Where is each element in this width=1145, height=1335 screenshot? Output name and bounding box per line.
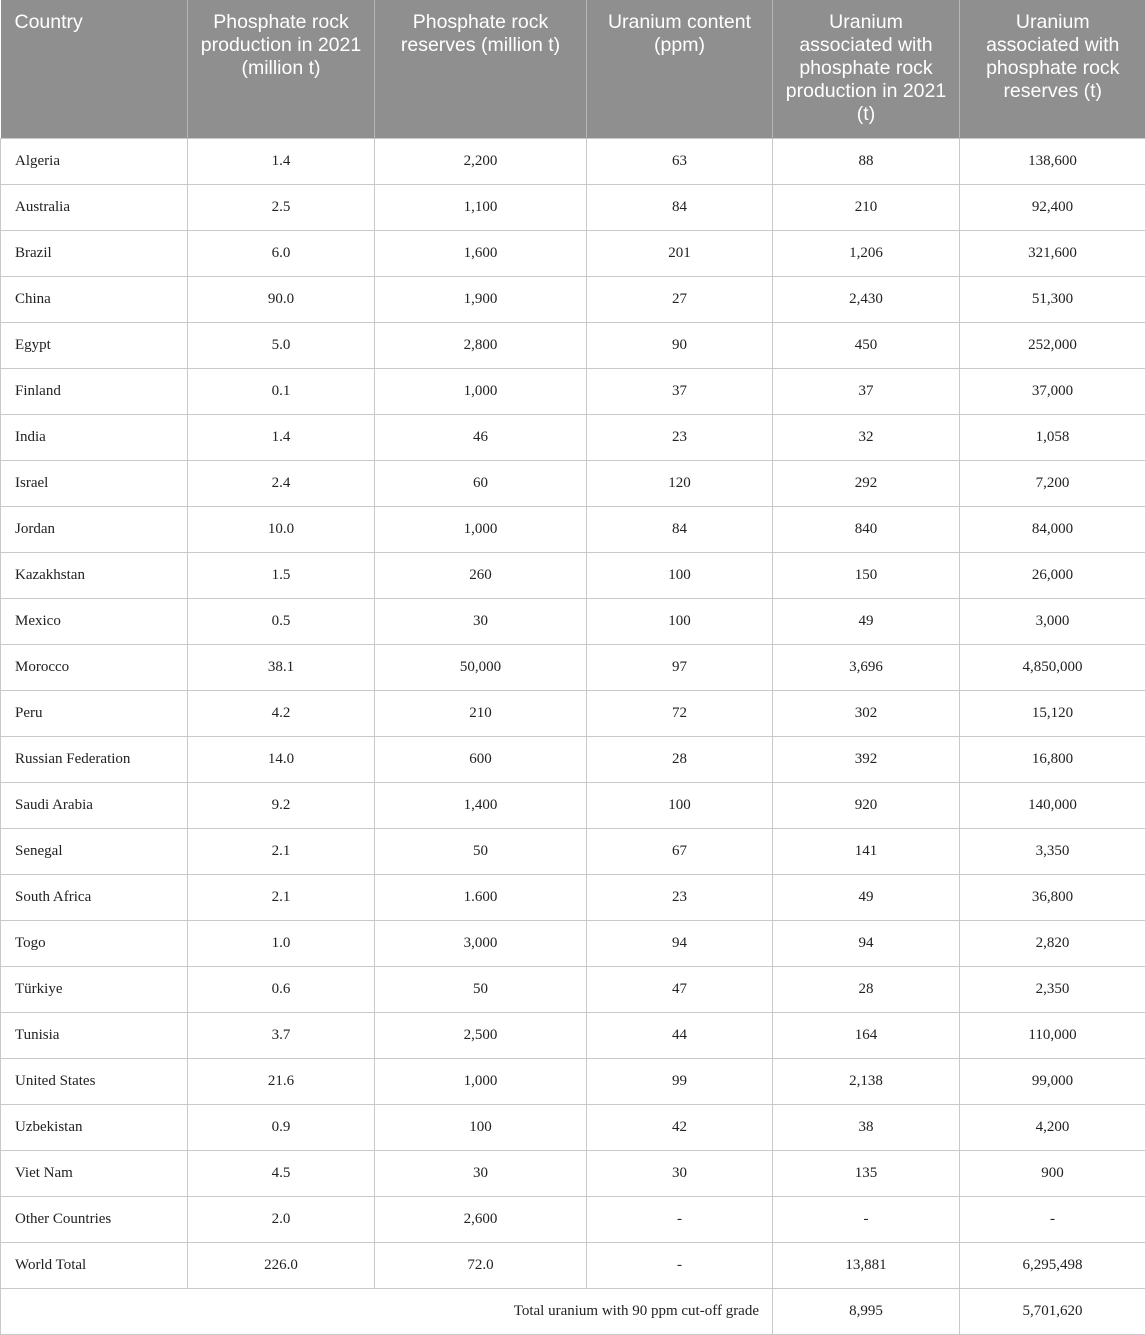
cell-uranium-content: 201	[587, 230, 773, 276]
cell-uranium-production: 302	[773, 690, 960, 736]
cell-production: 2.5	[188, 184, 375, 230]
cell-country: Saudi Arabia	[1, 782, 188, 828]
cell-uranium-reserves: 15,120	[960, 690, 1145, 736]
cell-production: 90.0	[188, 276, 375, 322]
table-body	[1, 138, 1145, 1334]
cell-uranium-reserves: 4,200	[960, 1104, 1145, 1150]
table-row	[1, 1104, 1145, 1150]
cell-uranium-reserves: 84,000	[960, 506, 1145, 552]
cell-uranium-production: 1,206	[773, 230, 960, 276]
table-row	[1, 1058, 1145, 1104]
cell-production: 0.6	[188, 966, 375, 1012]
cell-uranium-reserves: 900	[960, 1150, 1145, 1196]
cell-uranium-content: 72	[587, 690, 773, 736]
cutoff-label: Total uranium with 90 ppm cut-off grade	[1, 1288, 773, 1334]
cell-uranium-reserves: -	[960, 1196, 1145, 1242]
cell-uranium-production: 150	[773, 552, 960, 598]
cell-uranium-content: 44	[587, 1012, 773, 1058]
cell-uranium-reserves: 99,000	[960, 1058, 1145, 1104]
cell-uranium-reserves: 252,000	[960, 322, 1145, 368]
cell-uranium-reserves: 26,000	[960, 552, 1145, 598]
cell-country: Mexico	[1, 598, 188, 644]
cell-country: Egypt	[1, 322, 188, 368]
cell-reserves: 600	[375, 736, 587, 782]
header-row	[1, 0, 1145, 138]
header-country: Country	[1, 0, 188, 138]
table-row	[1, 414, 1145, 460]
table-row	[1, 690, 1145, 736]
cell-country: Russian Federation	[1, 736, 188, 782]
cell-country: Jordan	[1, 506, 188, 552]
cell-production: 9.2	[188, 782, 375, 828]
table-row	[1, 552, 1145, 598]
cell-uranium-reserves: 92,400	[960, 184, 1145, 230]
table-row	[1, 138, 1145, 184]
header-production: Phosphate rock production in 2021 (million t)	[188, 0, 375, 138]
cell-production: 1.4	[188, 138, 375, 184]
cell-uranium-production: 32	[773, 414, 960, 460]
cell-country: Togo	[1, 920, 188, 966]
cell-uranium-content: 23	[587, 874, 773, 920]
cell-uranium-reserves: 16,800	[960, 736, 1145, 782]
cell-production: 4.5	[188, 1150, 375, 1196]
cell-uranium-reserves: 37,000	[960, 368, 1145, 414]
cell-country: Kazakhstan	[1, 552, 188, 598]
cell-uranium-content: 97	[587, 644, 773, 690]
cell-country: Morocco	[1, 644, 188, 690]
cell-country: South Africa	[1, 874, 188, 920]
cell-uranium-content: 23	[587, 414, 773, 460]
cell-uranium-reserves: 1,058	[960, 414, 1145, 460]
cell-reserves: 30	[375, 1150, 587, 1196]
cell-production: 2.4	[188, 460, 375, 506]
cell-country: Uzbekistan	[1, 1104, 188, 1150]
cell-uranium-content: 84	[587, 184, 773, 230]
cell-country: Israel	[1, 460, 188, 506]
total-cutoff-row	[1, 1288, 1145, 1334]
cell-uranium-content: 37	[587, 368, 773, 414]
cell-uranium-production: 135	[773, 1150, 960, 1196]
cell-uranium-reserves: 36,800	[960, 874, 1145, 920]
cell-uranium-content: 100	[587, 782, 773, 828]
cell-uranium-reserves: 6,295,498	[960, 1242, 1145, 1288]
table-header	[1, 0, 1145, 138]
cell-uranium-content: 100	[587, 552, 773, 598]
table-row	[1, 782, 1145, 828]
cell-uranium-content: 100	[587, 598, 773, 644]
cell-country: Tunisia	[1, 1012, 188, 1058]
cell-reserves: 210	[375, 690, 587, 736]
cell-country: Australia	[1, 184, 188, 230]
cell-uranium-reserves: 2,820	[960, 920, 1145, 966]
cell-reserves: 2,600	[375, 1196, 587, 1242]
cell-reserves: 72.0	[375, 1242, 587, 1288]
cell-uranium-production: 37	[773, 368, 960, 414]
cell-reserves: 1,000	[375, 506, 587, 552]
table-row	[1, 1012, 1145, 1058]
table-row	[1, 506, 1145, 552]
cell-production: 10.0	[188, 506, 375, 552]
cell-country: Senegal	[1, 828, 188, 874]
cell-uranium-production: 164	[773, 1012, 960, 1058]
table-row	[1, 368, 1145, 414]
cell-production: 38.1	[188, 644, 375, 690]
cell-reserves: 1,400	[375, 782, 587, 828]
cell-uranium-content: 90	[587, 322, 773, 368]
cell-uranium-reserves: 7,200	[960, 460, 1145, 506]
cell-uranium-content: -	[587, 1196, 773, 1242]
table-row	[1, 276, 1145, 322]
cell-uranium-production: 49	[773, 874, 960, 920]
cell-uranium-production: 840	[773, 506, 960, 552]
cell-uranium-production: 38	[773, 1104, 960, 1150]
cell-reserves: 3,000	[375, 920, 587, 966]
cell-uranium-production: 210	[773, 184, 960, 230]
cell-reserves: 2,500	[375, 1012, 587, 1058]
cell-reserves: 260	[375, 552, 587, 598]
cell-reserves: 50	[375, 966, 587, 1012]
cell-production: 1.5	[188, 552, 375, 598]
cell-reserves: 50	[375, 828, 587, 874]
cell-production: 14.0	[188, 736, 375, 782]
cell-uranium-reserves: 4,850,000	[960, 644, 1145, 690]
cell-uranium-content: 28	[587, 736, 773, 782]
cell-production: 2.1	[188, 828, 375, 874]
cell-uranium-production: 392	[773, 736, 960, 782]
table-row	[1, 966, 1145, 1012]
cell-reserves: 60	[375, 460, 587, 506]
cell-reserves: 2,800	[375, 322, 587, 368]
cell-reserves: 1,000	[375, 1058, 587, 1104]
table-row	[1, 322, 1145, 368]
cell-uranium-content: 67	[587, 828, 773, 874]
cell-uranium-content: 84	[587, 506, 773, 552]
header-uranium-content: Uranium content (ppm)	[587, 0, 773, 138]
cell-reserves: 1,000	[375, 368, 587, 414]
cell-uranium-production: 13,881	[773, 1242, 960, 1288]
cell-production: 2.1	[188, 874, 375, 920]
cell-country: Other Countries	[1, 1196, 188, 1242]
cell-uranium-content: 120	[587, 460, 773, 506]
cell-production: 226.0	[188, 1242, 375, 1288]
table-row	[1, 460, 1145, 506]
cell-uranium-production: 2,138	[773, 1058, 960, 1104]
cell-uranium-production: 94	[773, 920, 960, 966]
cell-production: 5.0	[188, 322, 375, 368]
cell-reserves: 50,000	[375, 644, 587, 690]
cell-uranium-content: 30	[587, 1150, 773, 1196]
cell-uranium-production: 450	[773, 322, 960, 368]
cell-production: 1.0	[188, 920, 375, 966]
cell-uranium-content: 94	[587, 920, 773, 966]
cell-production: 0.5	[188, 598, 375, 644]
table-row	[1, 230, 1145, 276]
header-uranium-reserves: Uranium associated with phosphate rock reserves (t)	[960, 0, 1145, 138]
cell-country: Algeria	[1, 138, 188, 184]
cutoff-reserves-uranium: 5,701,620	[960, 1288, 1145, 1334]
cell-uranium-reserves: 321,600	[960, 230, 1145, 276]
cell-uranium-reserves: 51,300	[960, 276, 1145, 322]
cell-uranium-reserves: 2,350	[960, 966, 1145, 1012]
cutoff-production-uranium: 8,995	[773, 1288, 960, 1334]
cell-production: 0.9	[188, 1104, 375, 1150]
cell-uranium-reserves: 140,000	[960, 782, 1145, 828]
cell-reserves: 30	[375, 598, 587, 644]
cell-reserves: 1,900	[375, 276, 587, 322]
cell-uranium-production: 141	[773, 828, 960, 874]
cell-reserves: 2,200	[375, 138, 587, 184]
cell-uranium-production: 88	[773, 138, 960, 184]
table-row	[1, 828, 1145, 874]
cell-production: 2.0	[188, 1196, 375, 1242]
table-row	[1, 644, 1145, 690]
cell-uranium-production: -	[773, 1196, 960, 1242]
table-row	[1, 920, 1145, 966]
cell-uranium-production: 49	[773, 598, 960, 644]
header-reserves: Phosphate rock reserves (million t)	[375, 0, 587, 138]
cell-country: India	[1, 414, 188, 460]
cell-country: Türkiye	[1, 966, 188, 1012]
cell-production: 4.2	[188, 690, 375, 736]
cell-uranium-content: -	[587, 1242, 773, 1288]
header-uranium-production: Uranium associated with phosphate rock production in 2021 (t)	[773, 0, 960, 138]
cell-uranium-content: 63	[587, 138, 773, 184]
cell-uranium-production: 28	[773, 966, 960, 1012]
cell-uranium-reserves: 110,000	[960, 1012, 1145, 1058]
table-row	[1, 874, 1145, 920]
cell-country: United States	[1, 1058, 188, 1104]
cell-uranium-reserves: 138,600	[960, 138, 1145, 184]
cell-uranium-content: 42	[587, 1104, 773, 1150]
table-row	[1, 184, 1145, 230]
cell-country: World Total	[1, 1242, 188, 1288]
cell-country: Peru	[1, 690, 188, 736]
cell-production: 6.0	[188, 230, 375, 276]
table-row	[1, 598, 1145, 644]
cell-reserves: 100	[375, 1104, 587, 1150]
cell-uranium-production: 292	[773, 460, 960, 506]
table-row	[1, 1242, 1145, 1288]
cell-country: China	[1, 276, 188, 322]
cell-production: 1.4	[188, 414, 375, 460]
cell-uranium-content: 99	[587, 1058, 773, 1104]
cell-uranium-content: 27	[587, 276, 773, 322]
table-row	[1, 1150, 1145, 1196]
cell-uranium-reserves: 3,000	[960, 598, 1145, 644]
cell-uranium-production: 3,696	[773, 644, 960, 690]
cell-reserves: 1,600	[375, 230, 587, 276]
cell-country: Viet Nam	[1, 1150, 188, 1196]
cell-reserves: 1,100	[375, 184, 587, 230]
cell-uranium-content: 47	[587, 966, 773, 1012]
cell-uranium-production: 2,430	[773, 276, 960, 322]
cell-country: Finland	[1, 368, 188, 414]
cell-country: Brazil	[1, 230, 188, 276]
cell-uranium-production: 920	[773, 782, 960, 828]
cell-reserves: 46	[375, 414, 587, 460]
table-row	[1, 736, 1145, 782]
cell-uranium-reserves: 3,350	[960, 828, 1145, 874]
cell-reserves: 1.600	[375, 874, 587, 920]
cell-production: 0.1	[188, 368, 375, 414]
cell-production: 21.6	[188, 1058, 375, 1104]
table-row	[1, 1196, 1145, 1242]
cell-production: 3.7	[188, 1012, 375, 1058]
